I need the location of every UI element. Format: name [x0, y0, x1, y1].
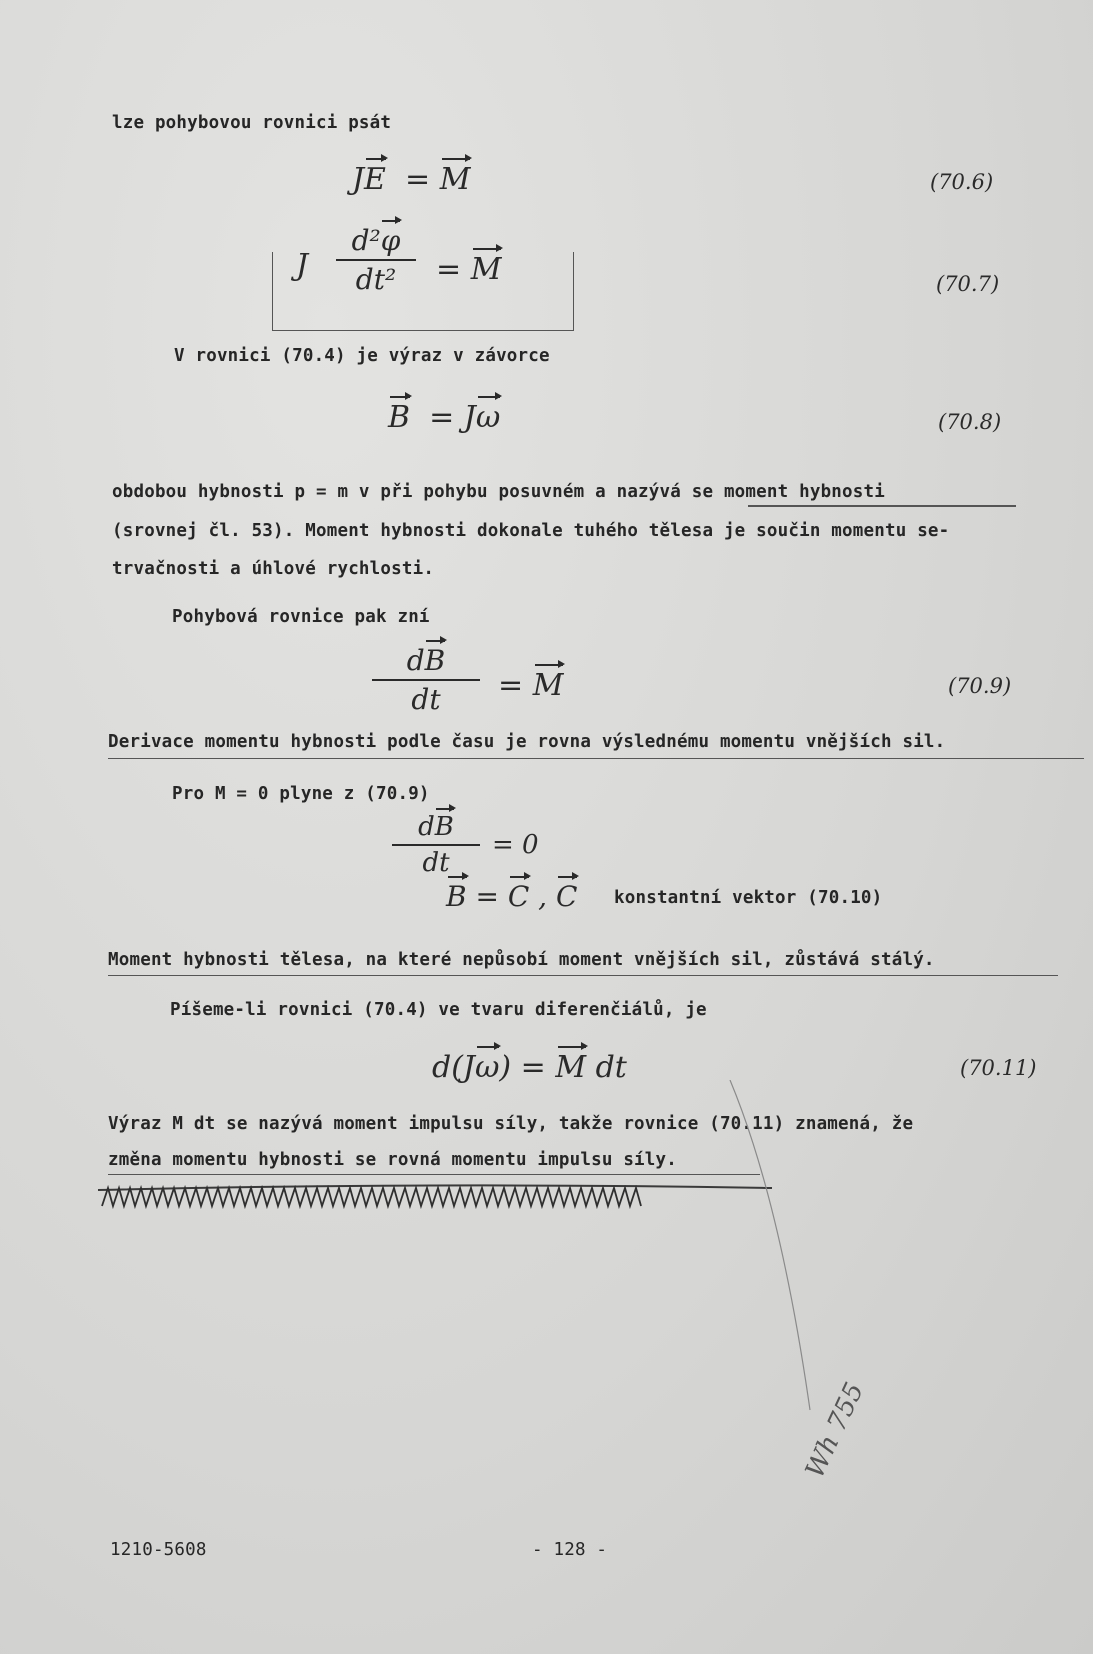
text-line-10: Moment hybnosti tělesa, na které nepůsobí moment vnějších sil, zůstává stálý. — [108, 950, 935, 970]
text-line-1: lze pohybovou rovnici psát — [112, 113, 392, 133]
equation-box — [272, 252, 574, 331]
text-line-6: Pohybová rovnice pak zní — [172, 607, 430, 627]
text-line-3: obdobou hybnosti p = m v při pohybu posuvném a nazývá se moment hybnosti — [112, 482, 885, 502]
equation-70-9-fraction: dB dt — [372, 644, 480, 716]
equation-70-7-rhs: = M — [436, 252, 502, 287]
underline-derivace — [108, 758, 1084, 759]
text-line-2: V rovnici (70.4) je výraz v závorce — [174, 346, 550, 366]
pencil-stroke — [720, 1080, 840, 1420]
equation-70-9-rhs: = M — [498, 668, 564, 703]
equation-label-70-7: (70.7) — [936, 272, 1000, 296]
text-line-9: konstantní vektor (70.10) — [614, 888, 883, 908]
text-line-7: Derivace momentu hybnosti podle času je rovna výslednému momentu vnějších sil. — [108, 732, 946, 752]
equation-70-10-fraction: dB dt — [392, 812, 480, 878]
equation-70-11: d(Jω) = M dt — [432, 1050, 627, 1085]
page-number: - 128 - — [532, 1540, 608, 1560]
equation-70-7-j: J — [296, 248, 309, 283]
equation-70-6: JE = M — [352, 162, 471, 197]
underline-zmena — [108, 1174, 760, 1175]
text-line-4: (srovnej čl. 53). Moment hybnosti dokonale tuhého tělesa je součin momentu se- — [112, 521, 950, 541]
text-line-11: Píšeme-li rovnici (70.4) ve tvaru diferenčiálů, je — [170, 1000, 707, 1020]
equation-70-8: B = Jω — [388, 400, 501, 435]
equation-70-10-b-c: B = C , C — [446, 880, 578, 913]
pen-scribble-strike — [96, 1176, 776, 1216]
text-line-13: změna momentu hybnosti se rovná momentu impulsu síly. — [108, 1150, 678, 1170]
equation-70-7-fraction: d²φ dt² — [336, 224, 416, 296]
equation-label-70-6: (70.6) — [930, 170, 994, 194]
equation-label-70-9: (70.9) — [948, 674, 1012, 698]
underline-moment-hybnosti — [748, 505, 1016, 507]
equation-70-10-zero: = 0 — [492, 830, 539, 860]
pencil-note: Wh 755 — [800, 1378, 871, 1483]
footer-code: 1210-5608 — [110, 1540, 207, 1560]
text-line-12: Výraz M dt se nazývá moment impulsu síly, takže rovnice (70.11) znamená, že — [108, 1114, 914, 1134]
equation-label-70-11: (70.11) — [960, 1056, 1037, 1080]
text-line-5: trvačnosti a úhlové rychlosti. — [112, 559, 435, 579]
text-line-8: Pro M = 0 plyne z (70.9) — [172, 784, 430, 804]
equation-label-70-8: (70.8) — [938, 410, 1002, 434]
underline-moment-hybnosti-telesa — [108, 975, 1058, 976]
